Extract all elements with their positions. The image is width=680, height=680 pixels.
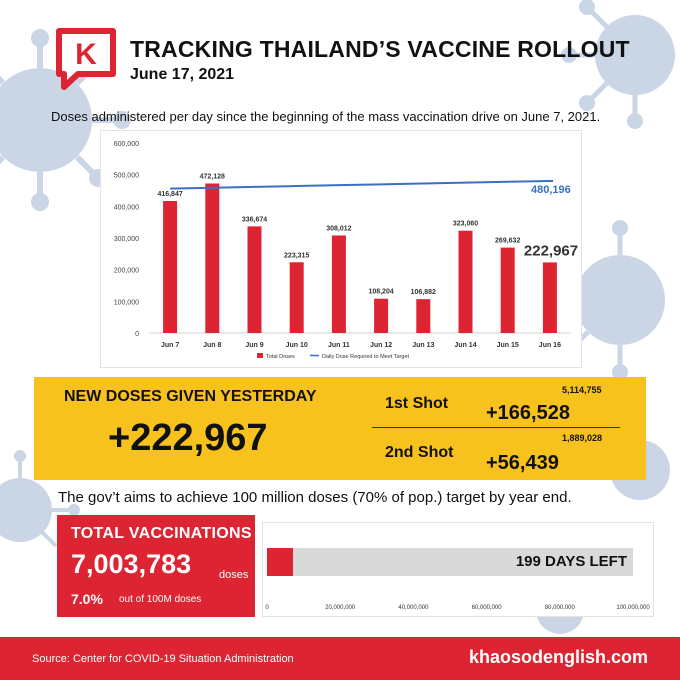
target-statement: The gov’t aims to achieve 100 million doses (70% of pop.) target by year end. [58, 489, 572, 506]
x-tick-label: Jun 16 [538, 342, 561, 349]
daily-doses-chart-svg [101, 131, 583, 369]
second-shot-value: +56,439 [486, 452, 559, 474]
legend-label-target-line: Daily Dose Required to Meet Target [322, 354, 410, 360]
total-vaccinations-unit: doses [219, 569, 249, 581]
bar-jun-14 [459, 231, 473, 333]
data-label: 223,315 [284, 252, 310, 260]
y-tick-label: 400,000 [113, 204, 139, 212]
data-label: 106,882 [410, 289, 436, 297]
x-tick-label: Jun 11 [328, 342, 350, 349]
progress-tick-label: 20,000,000 [325, 605, 356, 611]
target-line-label: 480,196 [531, 183, 571, 196]
progress-tick-label: 100,000,000 [616, 605, 650, 611]
target-line [170, 181, 553, 189]
bar-jun-12 [374, 299, 388, 333]
first-shot-total: 5,114,755 [562, 385, 602, 395]
khaosod-logo [56, 28, 116, 90]
x-tick-label: Jun 8 [203, 342, 222, 349]
data-label: 472,128 [199, 173, 225, 181]
x-tick-label: Jun 9 [245, 342, 264, 349]
bar-jun-9 [248, 226, 262, 333]
brand-link[interactable]: khaosodenglish.com [468, 647, 648, 667]
total-vaccinations-label: TOTAL VACCINATIONS [71, 525, 252, 542]
legend-swatch-total-doses [257, 353, 263, 358]
x-tick-label: Jun 12 [370, 342, 393, 349]
x-tick-label: Jun 10 [285, 342, 308, 349]
bar-jun-15 [501, 248, 515, 333]
data-label: 336,674 [241, 216, 268, 224]
new-doses-panel [34, 377, 646, 480]
first-shot-value: +166,528 [486, 402, 570, 424]
progress-fill [267, 548, 293, 576]
y-tick-label: 300,000 [113, 236, 139, 243]
second-shot-total: 1,889,028 [562, 433, 603, 443]
data-label: 416,847 [157, 190, 183, 198]
total-vaccinations-percent-note: out of 100M doses [119, 594, 202, 605]
x-tick-label: Jun 15 [496, 342, 519, 349]
bar-jun-13 [416, 299, 430, 333]
progress-tick-label: 40,000,000 [398, 605, 429, 611]
data-label: 308,012 [326, 225, 352, 233]
target-progress-panel [262, 522, 654, 617]
data-label: 108,204 [368, 288, 394, 296]
bar-jun-11 [332, 235, 346, 333]
bar-jun-10 [290, 262, 304, 333]
x-tick-label: Jun 13 [412, 342, 435, 349]
progress-tick-label: 0 [265, 605, 269, 611]
data-label: 323,060 [452, 220, 479, 228]
data-label: 269,632 [495, 237, 521, 245]
y-tick-label: 200,000 [113, 267, 139, 275]
total-vaccinations-panel [57, 515, 255, 617]
legend-label-total-doses: Total Doses [266, 354, 295, 360]
source-credit: Source: Center for COVID-19 Situation Administration [32, 653, 294, 665]
chart-description: Doses administered per day since the beginning of the mass vaccination drive on June 7, 2021. [51, 109, 601, 124]
y-tick-label: 600,000 [113, 141, 139, 148]
page-title: TRACKING THAILAND’S VACCINE ROLLOUT [130, 36, 630, 62]
new-doses-value: +222,967 [108, 417, 268, 459]
total-vaccinations-value: 7,003,783 [71, 549, 192, 579]
second-shot-label: 2nd Shot [385, 444, 454, 461]
first-shot-label: 1st Shot [385, 395, 449, 412]
y-tick-label: 500,000 [113, 172, 139, 180]
progress-tick-label: 60,000,000 [471, 605, 502, 611]
days-left-label: 199 DAYS LEFT [515, 553, 627, 570]
shot-divider [372, 427, 620, 428]
logo-letter: K [75, 38, 97, 71]
daily-doses-chart [100, 130, 582, 368]
x-tick-label: Jun 14 [454, 342, 477, 349]
total-vaccinations-percent: 7.0% [71, 591, 103, 607]
y-tick-label: 100,000 [113, 299, 139, 307]
bar-jun-16 [543, 262, 557, 333]
y-tick-label: 0 [135, 331, 139, 338]
new-doses-label: NEW DOSES GIVEN YESTERDAY [64, 388, 317, 405]
data-label: 222,967 [523, 242, 579, 260]
bar-jun-7 [163, 201, 177, 333]
page-date: June 17, 2021 [130, 66, 235, 83]
progress-tick-label: 80,000,000 [544, 605, 575, 611]
x-tick-label: Jun 7 [160, 342, 180, 349]
bar-jun-8 [205, 183, 219, 333]
footer-bar [0, 637, 680, 680]
